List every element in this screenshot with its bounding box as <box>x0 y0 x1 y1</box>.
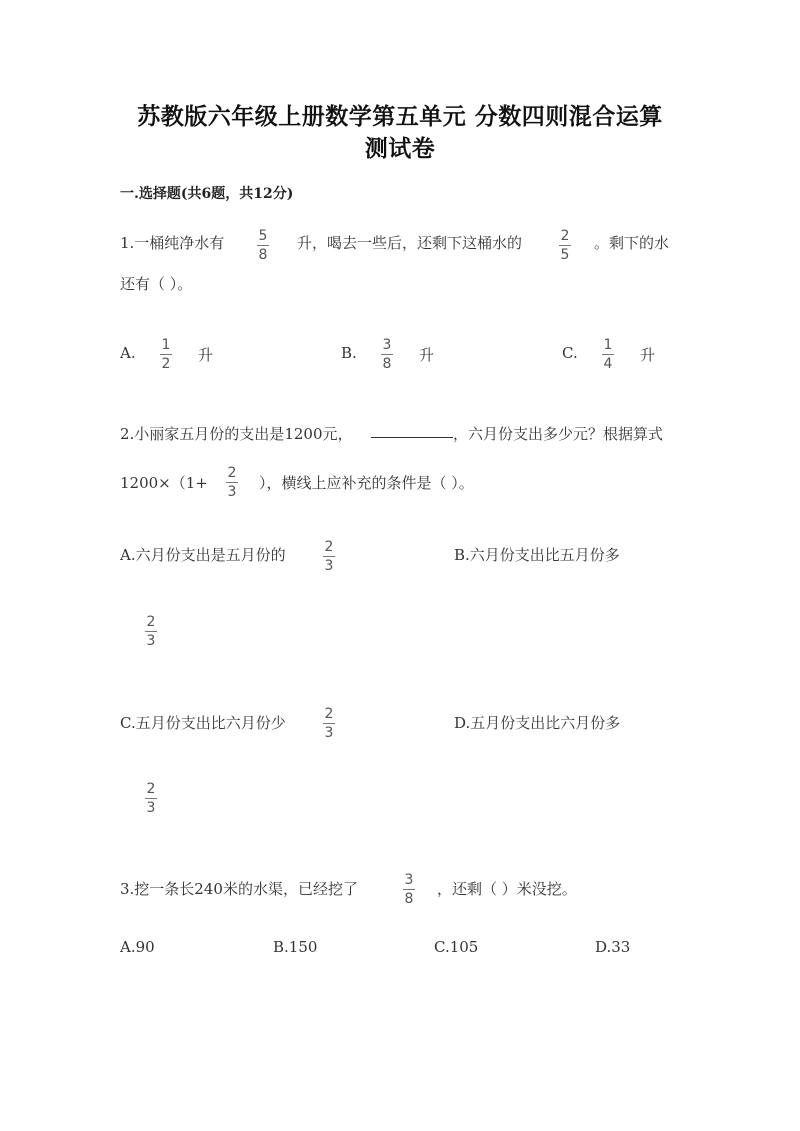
q3-fraction-denominator: 8 <box>404 891 414 907</box>
q1-fraction-b-numerator: 2 <box>560 228 570 244</box>
q2-text-a: 2.小丽家五月份的支出是1200元， <box>120 425 353 443</box>
q2-option-b-denominator: 3 <box>146 633 156 649</box>
q2-fraction-numerator: 2 <box>227 465 237 481</box>
q1-text-b: 升，喝去一些后，还剩下这桶水的 <box>297 234 523 252</box>
q2-option-c-label[interactable]: C.五月份支出比六月份少 <box>120 714 286 732</box>
q1-fraction-a <box>257 229 269 262</box>
q1-option-b-denominator: 8 <box>382 356 392 372</box>
q2-option-a-numerator: 2 <box>324 539 334 555</box>
q2-option-c-numerator: 2 <box>324 706 334 722</box>
q2-option-d-fraction <box>145 782 157 815</box>
q3-fraction <box>403 873 415 906</box>
q2-text-b: ，六月份支出多少元？根据算式 <box>453 425 664 443</box>
q3-text-a: 3.挖一条长240米的水渠，已经挖了 <box>120 880 358 898</box>
q1-fraction-a-denominator: 8 <box>258 247 268 263</box>
q2-option-b-numerator: 2 <box>146 614 156 630</box>
q3-option-b[interactable]: B.150 <box>273 938 318 956</box>
q3-option-c[interactable]: C.105 <box>434 938 479 956</box>
q3-option-a[interactable]: A.90 <box>120 938 155 956</box>
q2-option-d-label[interactable]: D.五月份支出比六月份多 <box>454 714 621 732</box>
q1-option-b-numerator: 3 <box>382 337 392 353</box>
q1-option-c-label[interactable]: C. <box>562 344 578 362</box>
q1-option-a-fraction <box>160 338 172 371</box>
q3-option-d[interactable]: D.33 <box>595 938 631 956</box>
section-heading: 一.选择题(共6题，共12分) <box>120 186 294 202</box>
q3-text-b: ，还剩（ ）米没挖。 <box>437 880 577 898</box>
q1-option-a-label[interactable]: A. <box>120 344 136 362</box>
q1-fraction-b <box>559 229 571 262</box>
q1-fraction-a-numerator: 5 <box>258 228 268 244</box>
q1-fraction-b-denominator: 5 <box>560 247 570 263</box>
q1-option-b-label[interactable]: B. <box>341 344 357 362</box>
q1-option-b-fraction <box>381 338 393 371</box>
q1-option-a-denominator: 2 <box>161 356 171 372</box>
q1-option-a-numerator: 1 <box>161 337 171 353</box>
q1-option-b-unit: 升 <box>419 346 435 364</box>
q2-option-d-numerator: 2 <box>146 781 156 797</box>
q2-option-b-label[interactable]: B.六月份支出比五月份多 <box>454 546 620 564</box>
q1-option-c-unit: 升 <box>640 346 656 364</box>
q1-text-d: 还有（ ）。 <box>120 275 193 293</box>
q2-option-c-fraction <box>323 707 335 740</box>
q1-option-a-unit: 升 <box>198 346 214 364</box>
q1-text-a: 1.一桶纯净水有 <box>120 234 225 252</box>
q2-option-c-denominator: 3 <box>324 725 334 741</box>
q2-option-a-denominator: 3 <box>324 558 334 574</box>
q3-fraction-numerator: 3 <box>404 872 414 888</box>
q2-option-d-denominator: 3 <box>146 800 156 816</box>
q2-option-b-fraction <box>145 615 157 648</box>
q2-fraction-denominator: 3 <box>227 484 237 500</box>
page-title: 苏教版六年级上册数学第五单元 分数四则混合运算 <box>137 103 663 130</box>
q2-text-c: 1200×（1+ <box>120 474 208 492</box>
q2-option-a-label[interactable]: A.六月份支出是五月份的 <box>120 546 286 564</box>
q1-option-c-numerator: 1 <box>603 337 613 353</box>
q2-blank-line <box>371 423 453 442</box>
q1-text-c: 。剩下的水 <box>594 234 670 252</box>
q2-option-a-fraction <box>323 540 335 573</box>
q1-option-c-denominator: 4 <box>603 356 613 372</box>
q2-text-d: ），横线上应补充的条件是（ ）。 <box>259 474 474 492</box>
q1-option-c-fraction <box>602 338 614 371</box>
page-title-line2: 测试卷 <box>364 135 436 162</box>
q2-fraction <box>226 466 238 499</box>
